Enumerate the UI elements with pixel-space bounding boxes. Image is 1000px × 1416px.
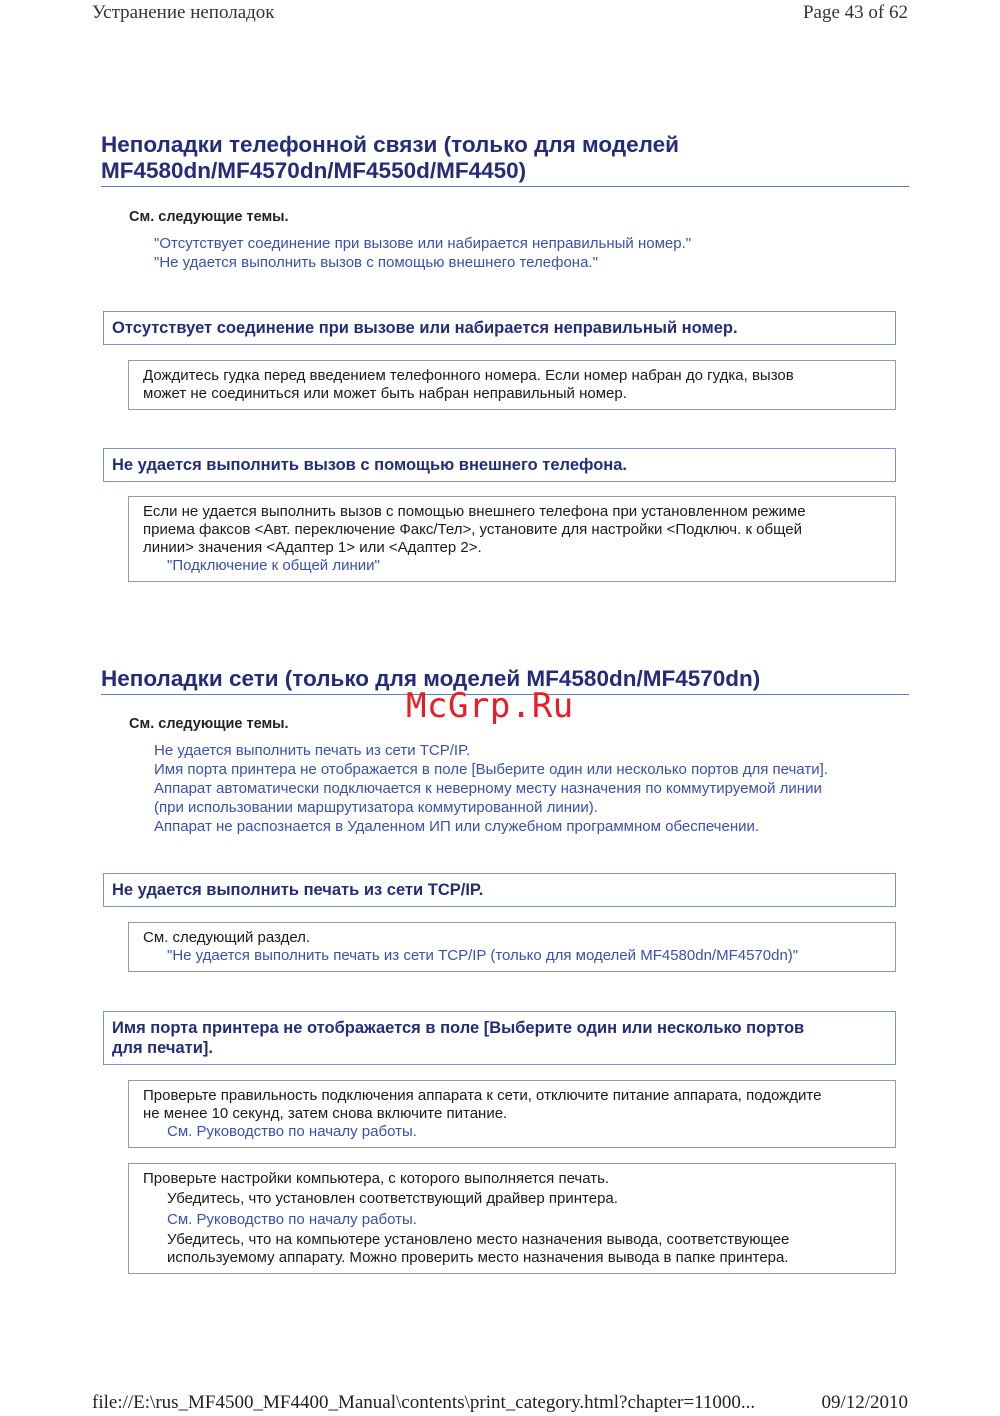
topic-link-remote-ui[interactable]: Аппарат не распознается в Удаленном ИП или служебном программном обеспечении. bbox=[154, 818, 760, 835]
watermark: McGrp.Ru bbox=[406, 686, 574, 726]
section-telephone-title-line2: MF4580dn/MF4570dn/MF4550d/MF4450) bbox=[101, 158, 527, 183]
port-name-check-network-box bbox=[128, 1080, 896, 1148]
subsection-no-connection-title: Отсутствует соединение при вызове или набирается неправильный номер. bbox=[103, 311, 896, 345]
page-number: Page 43 of 62 bbox=[802, 2, 908, 23]
section-telephone-title-line1: Неполадки телефонной связи (только для моделей bbox=[101, 132, 679, 157]
link-getting-started[interactable]: См. Руководство по началу работы. bbox=[167, 1123, 417, 1140]
body-line: Проверьте правильность подключения аппарата к сети, отключите питание аппарата, подождите bbox=[143, 1087, 822, 1104]
body-line: линии> значения <Адаптер 1> или <Адаптер 2>. bbox=[143, 539, 482, 556]
body-line: Убедитесь, что установлен соответствующий драйвер принтера. bbox=[167, 1190, 618, 1207]
see-topics-label: См. следующие темы. bbox=[129, 209, 289, 225]
topic-link-external-phone[interactable]: "Не удается выполнить вызов с помощью внешнего телефона." bbox=[154, 254, 598, 271]
subsection-no-connection-body bbox=[128, 360, 896, 410]
subsection-tcpip-body bbox=[128, 922, 896, 972]
body-line: не менее 10 секунд, затем снова включите питание. bbox=[143, 1105, 508, 1122]
subsection-external-phone-body bbox=[128, 496, 896, 582]
page-footer bbox=[92, 1392, 908, 1416]
telephone-topic-links bbox=[154, 234, 691, 272]
section-network-title: Неполадки сети (только для моделей MF4580dn/MF4570dn) bbox=[101, 666, 909, 695]
section-telephone-title bbox=[101, 132, 909, 187]
see-topics-label: См. следующие темы. bbox=[129, 716, 289, 732]
link-shared-line[interactable]: "Подключение к общей линии" bbox=[167, 557, 380, 574]
link-tcpip-section[interactable]: "Не удается выполнить печать из сети TCP/IP (только для моделей MF4580dn/MF4570dn)" bbox=[167, 947, 799, 964]
body-line: Дождитесь гудка перед введением телефонного номера. Если номер набран до гудка, вызов bbox=[143, 367, 794, 384]
topic-link-port-name[interactable]: Имя порта принтера не отображается в поле [Выберите один или несколько портов для печати]. bbox=[154, 761, 828, 778]
body-line: Если не удается выполнить вызов с помощью внешнего телефона при установленном режиме bbox=[143, 503, 806, 520]
topic-link-dialup-cont[interactable]: (при использовании маршрутизатора коммутированной линии). bbox=[154, 799, 598, 816]
subsection-port-name-title bbox=[103, 1011, 896, 1065]
page-header bbox=[92, 2, 908, 28]
subsection-external-phone-title: Не удается выполнить вызов с помощью внешнего телефона. bbox=[103, 448, 896, 482]
body-line: Убедитесь, что на компьютере установлено место назначения вывода, соответствующее bbox=[167, 1231, 790, 1248]
file-path: file://E:\rus_MF4500_MF4400_Manual\contents\print_category.html?chapter=11000... bbox=[92, 1392, 756, 1413]
topic-link-dialup[interactable]: Аппарат автоматически подключается к неверному месту назначения по коммутируемой линии bbox=[154, 780, 822, 797]
print-date: 09/12/2010 bbox=[821, 1392, 908, 1413]
port-name-check-computer-box bbox=[128, 1163, 896, 1274]
body-line: Проверьте настройки компьютера, с которого выполняется печать. bbox=[143, 1170, 610, 1187]
topic-link-no-connection[interactable]: "Отсутствует соединение при вызове или набирается неправильный номер." bbox=[154, 235, 692, 252]
title-line: Имя порта принтера не отображается в поле [Выберите один или несколько портов bbox=[112, 1019, 805, 1037]
body-line: приема факсов <Авт. переключение Факс/Тел>, установите для настройки <Подключ. к общей bbox=[143, 521, 802, 538]
body-line: может не соединиться или может быть набран неправильный номер. bbox=[143, 385, 627, 402]
network-topic-links bbox=[154, 741, 828, 836]
subsection-tcpip-title: Не удается выполнить печать из сети TCP/IP. bbox=[103, 873, 896, 907]
document-title: Устранение неполадок bbox=[92, 2, 275, 23]
body-line: См. следующий раздел. bbox=[143, 929, 311, 946]
link-getting-started[interactable]: См. Руководство по началу работы. bbox=[167, 1211, 417, 1228]
body-line: используемому аппарату. Можно проверить место назначения вывода в папке принтера. bbox=[167, 1249, 789, 1266]
topic-link-tcpip[interactable]: Не удается выполнить печать из сети TCP/IP. bbox=[154, 742, 471, 759]
title-line: для печати]. bbox=[112, 1039, 213, 1057]
